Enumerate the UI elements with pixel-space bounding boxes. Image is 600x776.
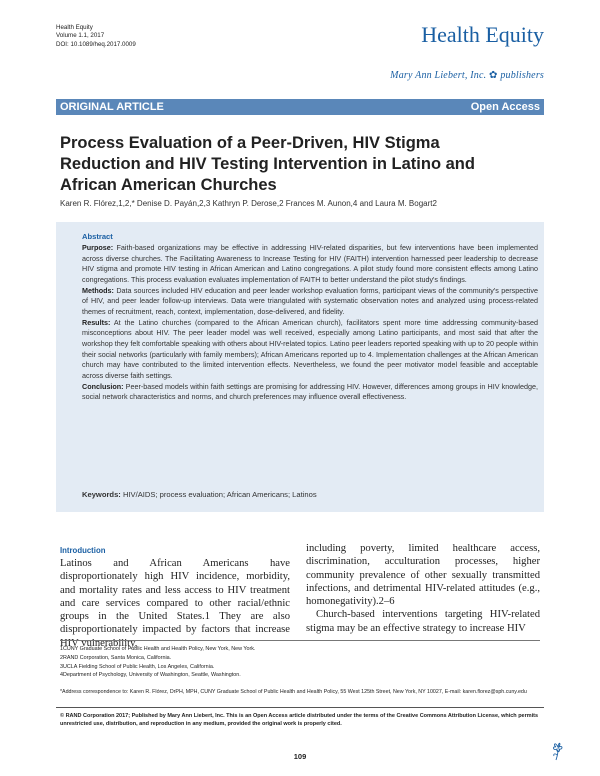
body-left-column (60, 557, 290, 650)
article-type-label: ORIGINAL ARTICLE (60, 101, 164, 113)
license-divider (56, 707, 544, 708)
article-type-bar (56, 99, 544, 115)
abstract-results-text: At the Latino churches (compared to the African American church), facilitators spent more time addressing community-based misconceptions about HIV. The peer leader model was well received, especially among Latino participants, and most said that after the workshop they felt comfortable speaking with others about HIV-related topics. Latino peer leaders reported speaking with up to 20 people within their social networks (particularly with family members); African Americans reported up to 4. Implementation challenges at the African American church may have contributed to the limited intervention effects. Nevertheless, we found the peer motivator model feasible and acceptable across diverse faith settings. (82, 317, 538, 380)
body-paragraph: including poverty, limited healthcare access, discrimination, acculturation processes, higher community prevalence of other sexually transmitted infections, and detrimental HIV-related attitudes (e.g., homonegativity).2–6 (306, 543, 540, 608)
journal-title: Health Equity (421, 22, 544, 47)
affiliation-item: 2RAND Corporation, Santa Monica, California. (60, 654, 172, 661)
open-access-label: Open Access (470, 101, 540, 113)
abstract-heading: Abstract (82, 232, 113, 241)
keywords (82, 490, 317, 499)
license-note: © RAND Corporation 2017; Published by Mary Ann Liebert, Inc. This is an Open Access article distributed under the terms of the Creative Commons Attribution License, which permits unrestricted use, distribution, and reproduction in any medium, provided the original work is properly cited. (60, 713, 539, 728)
publisher-suffix: publishers (500, 70, 544, 81)
author-line: Karen R. Flórez,1,2,* Denise D. Payán,2,3 Kathryn P. Derose,2 Frances M. Aunon,4 and Laura M. Bogart2 (60, 199, 437, 208)
abstract-methods-text: Data sources included HIV education and peer leader workshop evaluation forms, participant views of the community's perspective of HIV, and peer leader follow-up interviews. Data were triangulated with systematic observation notes and analyzed using process-related themes of recruitment, reach, context, implementation, dose-delivered, and fidelity. (82, 285, 538, 316)
abstract-purpose-label: Purpose: (82, 243, 114, 252)
affiliation-item: 4Department of Psychology, University of Washington, Seattle, Washington. (60, 672, 241, 679)
correspondence-note: *Address correspondence to: Karen R. Flórez, DrPH, MPH, CUNY Graduate School of Public Health and Health Policy, 55 West 125th Street, New York, NY 10027, E-mail: karen.florez@sph.cuny.edu (60, 689, 527, 695)
journal-meta-name: Health Equity (56, 24, 93, 31)
article-title: Process Evaluation of a Peer-Driven, HIV Stigma Reduction and HIV Testing Intervention in Latino and African American Churches (60, 134, 475, 194)
abstract-results (82, 318, 538, 382)
body-paragraph: Church-based interventions targeting HIV-related stigma may be an effective strategy to increase HIV (306, 609, 540, 634)
publisher-logo (390, 70, 544, 81)
publisher-swash-icon: ✿ (489, 70, 498, 81)
body-paragraph: Latinos and African Americans have disproportionately high HIV incidence, morbidity, and mortality rates and less access to HIV treatment and care services compared to other racial/ethnic groups in the United States.1 They are also disproportionately impacted by factors that increase HIV vulnerability, (60, 558, 290, 649)
journal-meta (56, 24, 136, 49)
abstract-body (82, 243, 538, 403)
abstract-methods (82, 286, 538, 318)
flower-logo-icon (551, 739, 565, 761)
abstract-purpose-text: Faith-based organizations may be effective in addressing HIV-related disparities, but few interventions have been implemented across diverse churches. The Facilitating Awareness to Increase Testing for HIV (FAITH) intervention harnessed peer leadership to decrease HIV stigma and promote HIV testing in African American and Latino congregations. A pilot study found more consistent effects among Latino congregations. This process evaluation evaluates implementation of FAITH to better understand the pilot study's findings. (82, 243, 538, 284)
keywords-label: Keywords: (82, 490, 121, 499)
page-number: 109 (293, 752, 307, 761)
footnote-divider (60, 640, 540, 641)
body-right-column (306, 542, 540, 635)
abstract-purpose (82, 243, 538, 286)
abstract-conclusion (82, 382, 538, 403)
author-list (60, 199, 540, 208)
journal-meta-volume: Volume 1.1, 2017 (56, 32, 105, 40)
affiliation-item: 3UCLA Fielding School of Public Health, Los Angeles, California. (60, 663, 215, 670)
abstract-conclusion-text: Peer-based models within faith settings are promising for addressing HIV. However, differences among groups in HIV knowledge, social network characteristics and norms, and church preferences may influence overall effectiveness. (82, 381, 538, 402)
affiliations (60, 645, 255, 680)
introduction-heading: Introduction (60, 546, 106, 555)
abstract-box (56, 222, 544, 512)
keywords-text: HIV/AIDS; process evaluation; African Americans; Latinos (120, 490, 317, 499)
abstract-methods-label: Methods: (82, 285, 114, 295)
journal-meta-doi: DOI: 10.1089/heq.2017.0009 (56, 40, 136, 48)
abstract-results-label: Results: (82, 317, 111, 327)
affiliation-item: 1CUNY Graduate School of Public Health and Health Policy, New York, New York. (60, 646, 256, 652)
publisher-name: Mary Ann Liebert, Inc. (390, 70, 487, 81)
abstract-conclusion-label: Conclusion: (82, 381, 124, 391)
